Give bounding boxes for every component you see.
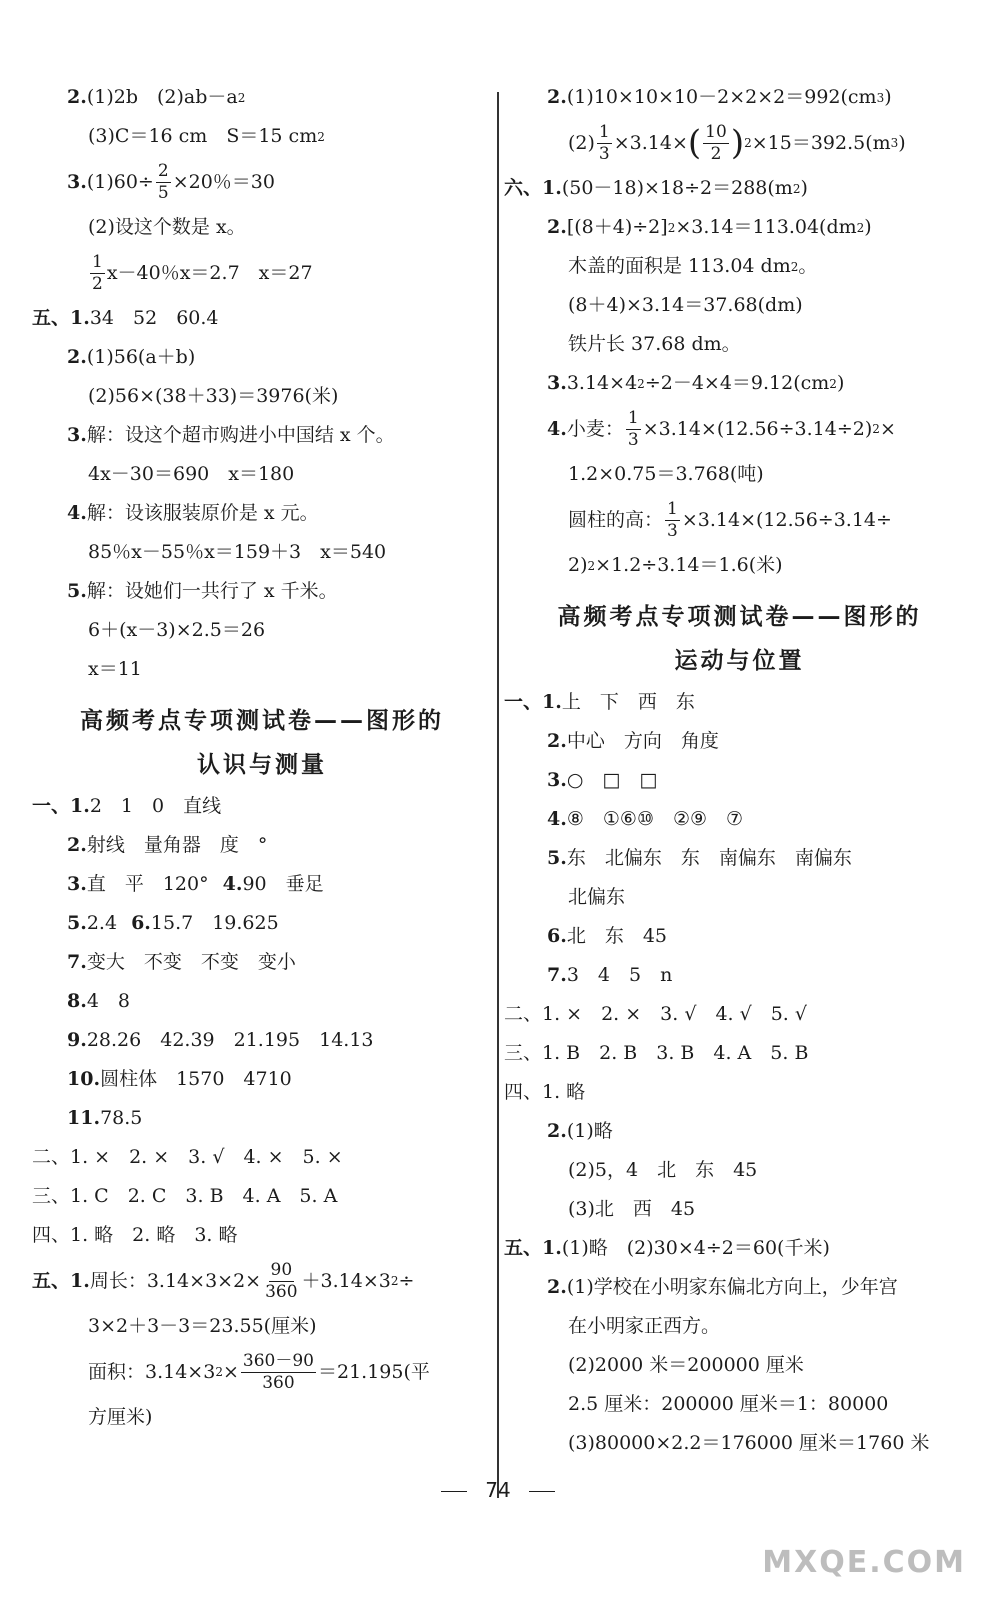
fraction: $\frac{1}{2}$ xyxy=(92,251,103,294)
right-column xyxy=(504,78,967,1463)
answer-line: 一、1. 2 1 0 直线 xyxy=(32,795,222,817)
answer-line: (2)5，4 北 东 45 xyxy=(568,1159,758,1181)
answer-line: 5. 解：设她们一共行了 x 千米。 xyxy=(67,580,338,602)
answer-line: $\frac{1}{2}$ x－40％x＝2.7 x＝27 xyxy=(92,251,313,294)
answer-line: x＝11 xyxy=(88,658,142,680)
answer-line: 7. 变大 不变 不变 变小 xyxy=(67,951,296,973)
answer-line: 面积：3.14×3 2 × $\frac{360-90}{360}$ ＝21.195(平 xyxy=(88,1350,430,1393)
section-heading-cont: 运动与位置 xyxy=(674,648,805,674)
answer-line: (2) $\frac{1}{3}$ ×3.14× ( $\frac{10}{2}$ ) 2 ×15＝392.5(m 3 ) xyxy=(568,121,906,164)
answer-line: 2. (1)学校在小明家东偏北方向上，少年宫 xyxy=(547,1276,898,1298)
answer-line: 2. [(8＋4)÷2] 2 ×3.14＝113.04(dm 2 ) xyxy=(547,216,872,238)
answer-line: 圆柱的高： $\frac{1}{3}$ ×3.14×(12.56÷3.14÷ xyxy=(568,498,892,541)
answer-line: 四、1. 略 2. 略 3. 略 xyxy=(32,1224,238,1246)
answer-line: 二、1. × 2. × 3. √ 4. × 5. × xyxy=(32,1146,343,1168)
answer-line: 三、1. B 2. B 3. B 4. A 5. B xyxy=(504,1042,809,1064)
section-heading-cont: 认识与测量 xyxy=(197,752,327,778)
answer-line: 8. 4 8 xyxy=(67,990,131,1012)
watermark: MXQE.COM xyxy=(762,1545,966,1580)
answer-line: 木盖的面积是 113.04 dm 2 。 xyxy=(568,255,818,277)
answer-line: 5. 东 北偏东 东 南偏东 南偏东 xyxy=(547,847,852,869)
answer-line: 2.5 厘米：200000 厘米＝1：80000 xyxy=(568,1393,889,1415)
answer-line: (3)80000×2.2＝176000 厘米＝1760 米 xyxy=(568,1432,930,1454)
left-column xyxy=(32,78,492,1437)
answer-line: 三、1. C 2. C 3. B 4. A 5. A xyxy=(32,1185,338,1207)
answer-line: 6＋(x－3)×2.5＝26 xyxy=(88,619,266,641)
answer-line: 2. 射线 量角器 度 ° xyxy=(67,834,268,856)
answer-line: 4. ⑧ ①⑥⑩ ②⑨ ⑦ xyxy=(547,808,744,830)
answer-line: 3. ○ □ □ xyxy=(547,769,658,791)
answer-line: 六、1. (50－18)×18÷2＝288(m 2 ) xyxy=(504,177,808,199)
fraction: $\frac{1}{3}$ xyxy=(627,407,639,450)
answer-line: 3. 解：设这个超市购进小中国结 x 个。 xyxy=(67,424,395,446)
section-heading: 高频考点专项测试卷——图形的 xyxy=(557,604,922,630)
answer-line: (8＋4)×3.14＝37.68(dm) xyxy=(568,294,803,316)
answer-line: 85％x－55％x＝159＋3 x＝540 xyxy=(88,541,387,563)
answer-line: (2)56×(38＋33)＝3976(米) xyxy=(88,385,339,407)
answer-line: 2) 2 ×1.2÷3.14＝1.6(米) xyxy=(568,554,783,576)
answer-line: 铁片长 37.68 dm。 xyxy=(568,333,741,355)
fraction: $\frac{1}{3}$ xyxy=(598,121,610,164)
column-divider xyxy=(497,92,499,1498)
answer-line: 北偏东 xyxy=(568,886,626,908)
answer-line: 11. 78.5 xyxy=(67,1107,143,1129)
answer-line: 2. (1)略 xyxy=(547,1120,613,1142)
answer-line: 2. 中心 方向 角度 xyxy=(547,730,719,752)
answer-line: 1.2×0.75＝3.768(吨) xyxy=(568,463,764,485)
answer-line: 4. 小麦： $\frac{1}{3}$ ×3.14×(12.56÷3.14÷2) 2 × xyxy=(547,407,896,450)
fraction: $\frac{90}{360}$ xyxy=(265,1259,298,1302)
answer-line: 10. 圆柱体 1570 4710 xyxy=(67,1068,292,1090)
fraction: $\frac{2}{5}$ xyxy=(157,160,169,203)
answer-line: 4. 解：设该服装原价是 x 元。 xyxy=(67,502,319,524)
fraction: $\frac{1}{3}$ xyxy=(667,498,678,541)
page-number: 74 xyxy=(0,1478,996,1502)
answer-line: 6. 北 东 45 xyxy=(547,925,668,947)
answer-line: 二、1. × 2. × 3. √ 4. √ 5. √ xyxy=(504,1003,807,1025)
answer-line: (2)设这个数是 x。 xyxy=(88,216,246,238)
answer-line: 五、1. 周长：3.14×3×2× $\frac{90}{360}$ ＋3.14×3 2 ÷ xyxy=(32,1259,415,1302)
answer-line: 五、1. 34 52 60.4 xyxy=(32,307,219,329)
fraction: $\frac{10}{2}$ xyxy=(705,121,727,164)
section-heading: 高频考点专项测试卷——图形的 xyxy=(80,708,444,734)
answer-line: 2. (1)10×10×10－2×2×2＝992(cm 3 ) xyxy=(547,86,892,108)
answer-line: (2)2000 米＝200000 厘米 xyxy=(568,1354,804,1376)
answer-line: 五、1. (1)略 (2)30×4÷2＝60(千米) xyxy=(504,1237,830,1259)
answer-line: 2. (1)2b (2)ab－a 2 xyxy=(67,86,246,108)
answer-line: 方厘米) xyxy=(88,1406,153,1428)
fraction: $\frac{360-90}{360}$ xyxy=(242,1350,314,1393)
answer-line: 7. 3 4 5 n xyxy=(547,964,673,986)
answer-line: 5. 2.4 6. 15.7 19.625 xyxy=(67,912,279,934)
answer-line: 3. (1)60÷ $\frac{2}{5}$ ×20％＝30 xyxy=(67,160,275,203)
answer-line: (3)C＝16 cm S＝15 cm 2 xyxy=(88,125,325,147)
answer-line: 3×2＋3－3＝23.55(厘米) xyxy=(88,1315,317,1337)
answer-line: 3. 直 平 120° 4. 90 垂足 xyxy=(67,873,324,895)
answer-line: (3)北 西 45 xyxy=(568,1198,696,1220)
answer-line: 在小明家正西方。 xyxy=(568,1315,721,1337)
answer-line: 4x－30＝690 x＝180 xyxy=(88,463,295,485)
answer-line: 3. 3.14×4 2 ÷2－4×4＝9.12(cm 2 ) xyxy=(547,372,845,394)
answer-line: 2. (1)56(a＋b) xyxy=(67,346,196,368)
answer-line: 9. 28.26 42.39 21.195 14.13 xyxy=(67,1029,374,1051)
answer-line: 一、1. 上 下 西 东 xyxy=(504,691,695,713)
answer-line: 四、1. 略 xyxy=(504,1081,586,1103)
